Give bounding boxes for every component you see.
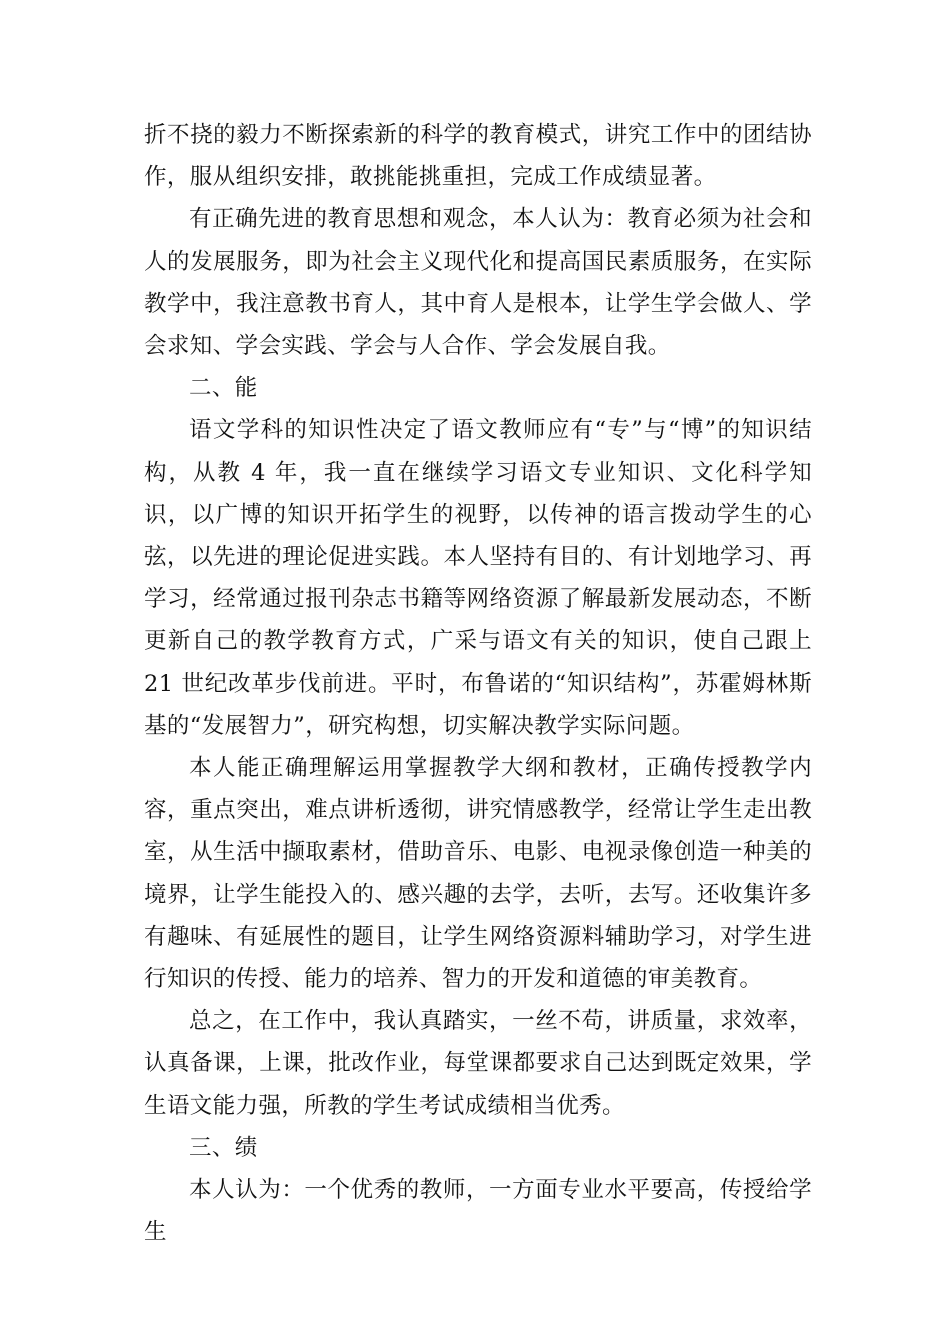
paragraph-summary: 总之，在工作中，我认真踏实，一丝不苟，讲质量，求效率，认真备课，上课，批改作业，每堂课都要求自己达到既定效果，学生语文能力强，所教的学生考试成绩相当优秀。 [144, 1008, 812, 1119]
paragraph-teaching-method: 本人能正确理解运用掌握教学大纲和教材，正确传授教学内容，重点突出，难点讲析透彻，讲究情感教学，经常让学生走出教室，从生活中撷取素材，借助音乐、电影、电视录像创造一种美的境界，让学生能投入的、感兴趣的去学，去听，去写。还收集许多有趣味、有延展性的题目，让学生网络资源料辅助学习，对学生进行知识的传授、能力的培养、智力的开发和道德的审美教育。 [144, 755, 812, 993]
document-body [144, 114, 812, 1253]
paragraph-continued: 折不挠的毅力不断探索新的科学的教育模式，讲究工作中的团结协作，服从组织安排，敢挑能挑重担，完成工作成绩显著。 [144, 122, 812, 191]
paragraph-knowledge-structure: 语文学科的知识性决定了语文教师应有“专”与“博”的知识结构，从教 4 年，我一直在继续学习语文专业知识、文化科学知识，以广博的知识开拓学生的视野，以传神的语言拨动学生的心弦，以先进的理论促进实践。本人坚持有目的、有计划地学习、再学习，经常通过报刊杂志书籍等网络资源了解最新发展动态，不断更新自己的教学教育方式，广采与语文有关的知识，使自己跟上 21 世纪改革步伐前进。平时，布鲁诺的“知识结构”，苏霍姆林斯基的“发展智力”，研究构想，切实解决教学实际问题。 [144, 417, 812, 739]
section-heading-ability: 二、能 [189, 375, 258, 402]
section-heading-achievement: 三、绩 [189, 1134, 258, 1161]
paragraph-excellent-teacher: 本人认为：一个优秀的教师，一方面专业水平要高，传授给学生 [144, 1177, 812, 1246]
paragraph-education-philosophy: 有正确先进的教育思想和观念，本人认为：教育必须为社会和人的发展服务，即为社会主义现代化和提高国民素质服务，在实际教学中，我注意教书育人，其中育人是根本，让学生学会做人、学会求知、学会实践、学会与人合作、学会发展自我。 [144, 206, 812, 360]
